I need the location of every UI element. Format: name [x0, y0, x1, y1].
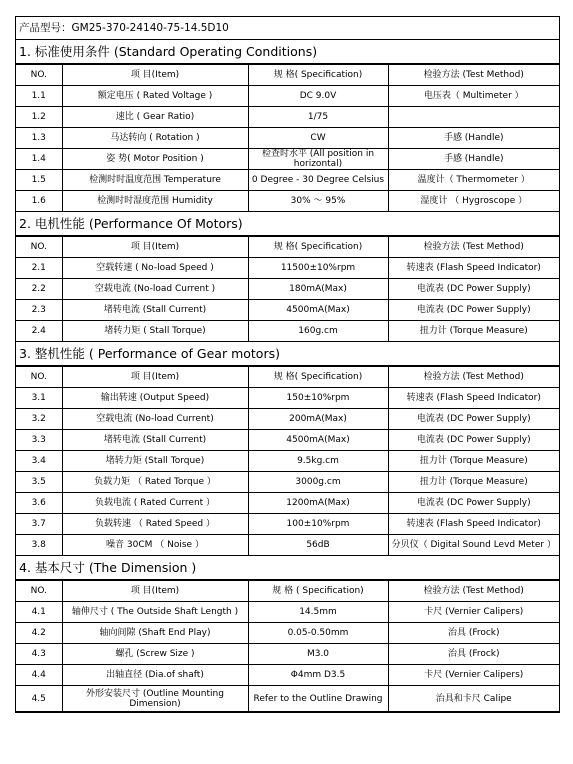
spec-table — [16, 580, 559, 712]
cell-specification: 56dB — [248, 535, 388, 556]
table-row — [16, 258, 559, 279]
cell-specification: DC 9.0V — [248, 86, 388, 107]
cell-specification: 30% ～ 95% — [248, 191, 388, 212]
cell-item: 负载力矩 （ Rated Torque ） — [62, 472, 248, 493]
cell-test-method: 转速表 (Flash Speed Indicator) — [388, 388, 559, 409]
header-specification: 规 格( Specification) — [248, 237, 388, 258]
cell-no: 1.1 — [16, 86, 62, 107]
table-header-row — [16, 581, 559, 602]
cell-specification: 160g.cm — [248, 321, 388, 342]
cell-no: 4.1 — [16, 602, 62, 623]
cell-test-method: 电流表 (DC Power Supply) — [388, 409, 559, 430]
cell-no: 4.2 — [16, 623, 62, 644]
header-specification: 规 格 ( Specification) — [248, 581, 388, 602]
cell-specification: 4500mA(Max) — [248, 300, 388, 321]
header-test-method: 检验方法 (Test Method) — [388, 581, 559, 602]
cell-test-method: 治具 (Frock) — [388, 644, 559, 665]
cell-specification: 14.5mm — [248, 602, 388, 623]
cell-item: 负载电流 ( Rated Current ） — [62, 493, 248, 514]
table-row — [16, 686, 559, 712]
cell-test-method: 温度计（ Thermometer ） — [388, 170, 559, 191]
cell-no: 2.4 — [16, 321, 62, 342]
cell-item: 堵转电流 (Stall Current) — [62, 430, 248, 451]
cell-item: 负载转速 （ Rated Speed ） — [62, 514, 248, 535]
product-model: 产品型号：GM25-370-24140-75-14.5D10 — [16, 17, 559, 40]
cell-test-method: 分贝仪（ Digital Sound Levd Meter ） — [388, 535, 559, 556]
cell-test-method: 电流表 (DC Power Supply) — [388, 493, 559, 514]
cell-item: 速比 ( Gear Ratio) — [62, 107, 248, 128]
header-no: NO. — [16, 581, 62, 602]
sections-container — [16, 40, 559, 712]
cell-specification: 11500±10%rpm — [248, 258, 388, 279]
spec-table — [16, 236, 559, 342]
cell-test-method: 卡尺 (Vernier Calipers) — [388, 602, 559, 623]
header-item: 项 目(Item) — [62, 237, 248, 258]
cell-no: 1.6 — [16, 191, 62, 212]
cell-no: 3.5 — [16, 472, 62, 493]
table-row — [16, 300, 559, 321]
cell-specification: 9.5kg.cm — [248, 451, 388, 472]
cell-test-method: 电流表 (DC Power Supply) — [388, 300, 559, 321]
cell-no: 2.3 — [16, 300, 62, 321]
cell-specification: 4500mA(Max) — [248, 430, 388, 451]
cell-specification: 检查时水平 (All position in horizontal) — [248, 149, 388, 170]
cell-no: 1.5 — [16, 170, 62, 191]
cell-test-method: 电压表（ Multimeter ） — [388, 86, 559, 107]
cell-item: 检测时时温度范围 Temperature — [62, 170, 248, 191]
section-title: 2. 电机性能 (Performance Of Motors) — [16, 212, 559, 236]
cell-test-method: 湿度计 （ Hygroscope ） — [388, 191, 559, 212]
cell-specification: 1/75 — [248, 107, 388, 128]
cell-specification: Refer to the Outline Drawing — [248, 686, 388, 712]
cell-no: 1.3 — [16, 128, 62, 149]
table-row — [16, 128, 559, 149]
cell-no: 1.4 — [16, 149, 62, 170]
cell-test-method — [388, 107, 559, 128]
cell-specification: M3.0 — [248, 644, 388, 665]
cell-test-method: 扭力计 (Torque Measure) — [388, 321, 559, 342]
cell-specification: 200mA(Max) — [248, 409, 388, 430]
table-header-row — [16, 65, 559, 86]
cell-specification: 3000g.cm — [248, 472, 388, 493]
section-title: 1. 标准使用条件 (Standard Operating Conditions) — [16, 40, 559, 64]
table-row — [16, 86, 559, 107]
header-specification: 规 格( Specification) — [248, 367, 388, 388]
cell-no: 2.1 — [16, 258, 62, 279]
cell-no: 3.2 — [16, 409, 62, 430]
header-no: NO. — [16, 65, 62, 86]
cell-no: 3.3 — [16, 430, 62, 451]
cell-item: 空载电流 (No-load Current) — [62, 409, 248, 430]
cell-item: 螺孔 (Screw Size ) — [62, 644, 248, 665]
cell-specification: 0.05-0.50mm — [248, 623, 388, 644]
cell-item: 额定电压 ( Rated Voltage ) — [62, 86, 248, 107]
cell-specification: 0 Degree - 30 Degree Celsius — [248, 170, 388, 191]
table-row — [16, 107, 559, 128]
cell-test-method: 扭力计 (Torque Measure) — [388, 451, 559, 472]
table-header-row — [16, 237, 559, 258]
cell-no: 4.5 — [16, 686, 62, 712]
table-row — [16, 388, 559, 409]
header-test-method: 检验方法 (Test Method) — [388, 367, 559, 388]
header-item: 项 目(Item) — [62, 581, 248, 602]
cell-no: 3.1 — [16, 388, 62, 409]
header-test-method: 检验方法 (Test Method) — [388, 237, 559, 258]
table-row — [16, 170, 559, 191]
table-row — [16, 602, 559, 623]
cell-no: 3.8 — [16, 535, 62, 556]
cell-item: 姿 势( Motor Position ) — [62, 149, 248, 170]
table-row — [16, 279, 559, 300]
header-no: NO. — [16, 367, 62, 388]
cell-no: 3.4 — [16, 451, 62, 472]
header-item: 项 目(Item) — [62, 367, 248, 388]
cell-item: 检测时时湿度范围 Humidity — [62, 191, 248, 212]
cell-specification: 100±10%rpm — [248, 514, 388, 535]
table-row — [16, 321, 559, 342]
table-row — [16, 493, 559, 514]
cell-item: 噪音 30CM （ Noise ） — [62, 535, 248, 556]
cell-test-method: 扭力计 (Torque Measure) — [388, 472, 559, 493]
cell-specification: 180mA(Max) — [248, 279, 388, 300]
cell-item: 空载电流 (No-load Current ) — [62, 279, 248, 300]
cell-no: 3.6 — [16, 493, 62, 514]
table-row — [16, 191, 559, 212]
table-row — [16, 623, 559, 644]
table-row — [16, 451, 559, 472]
cell-test-method: 电流表 (DC Power Supply) — [388, 279, 559, 300]
cell-item: 堵转力矩 ( Stall Torque) — [62, 321, 248, 342]
cell-item: 马达转向 ( Rotation ) — [62, 128, 248, 149]
spec-table — [16, 64, 559, 212]
spec-table — [16, 366, 559, 556]
cell-no: 4.4 — [16, 665, 62, 686]
cell-item: 出轴直径 (Dia.of shaft) — [62, 665, 248, 686]
table-row — [16, 149, 559, 170]
header-test-method: 检验方法 (Test Method) — [388, 65, 559, 86]
cell-item: 堵转力矩 (Stall Torque) — [62, 451, 248, 472]
cell-no: 1.2 — [16, 107, 62, 128]
cell-item: 空载转速 ( No-load Speed ) — [62, 258, 248, 279]
spec-sheet — [15, 16, 560, 713]
cell-specification: 1200mA(Max) — [248, 493, 388, 514]
cell-test-method: 治具 (Frock) — [388, 623, 559, 644]
cell-test-method: 转速表 (Flash Speed Indicator) — [388, 258, 559, 279]
header-item: 项 目(Item) — [62, 65, 248, 86]
cell-no: 3.7 — [16, 514, 62, 535]
table-row — [16, 430, 559, 451]
table-header-row — [16, 367, 559, 388]
table-row — [16, 514, 559, 535]
table-row — [16, 409, 559, 430]
cell-item: 轴向间隙 (Shaft End Play) — [62, 623, 248, 644]
cell-no: 2.2 — [16, 279, 62, 300]
cell-item: 外形安装尺寸 (Outline Mounting Dimension) — [62, 686, 248, 712]
cell-test-method: 电流表 (DC Power Supply) — [388, 430, 559, 451]
cell-test-method: 转速表 (Flash Speed Indicator) — [388, 514, 559, 535]
table-row — [16, 665, 559, 686]
section-title: 4. 基本尺寸 (The Dimension ) — [16, 556, 559, 580]
header-specification: 规 格( Specification) — [248, 65, 388, 86]
cell-item: 轴伸尺寸 ( The Outside Shaft Length ) — [62, 602, 248, 623]
cell-specification: CW — [248, 128, 388, 149]
cell-no: 4.3 — [16, 644, 62, 665]
cell-test-method: 手感 (Handle) — [388, 149, 559, 170]
cell-test-method: 卡尺 (Vernier Calipers) — [388, 665, 559, 686]
cell-specification: 150±10%rpm — [248, 388, 388, 409]
table-row — [16, 644, 559, 665]
cell-test-method: 治具和卡尺 Calipe — [388, 686, 559, 712]
cell-test-method: 手感 (Handle) — [388, 128, 559, 149]
table-row — [16, 472, 559, 493]
table-row — [16, 535, 559, 556]
cell-item: 输出转速 (Output Speed) — [62, 388, 248, 409]
cell-item: 堵转电流 (Stall Current) — [62, 300, 248, 321]
cell-specification: Φ4mm D3.5 — [248, 665, 388, 686]
header-no: NO. — [16, 237, 62, 258]
section-title: 3. 整机性能 ( Performance of Gear motors) — [16, 342, 559, 366]
